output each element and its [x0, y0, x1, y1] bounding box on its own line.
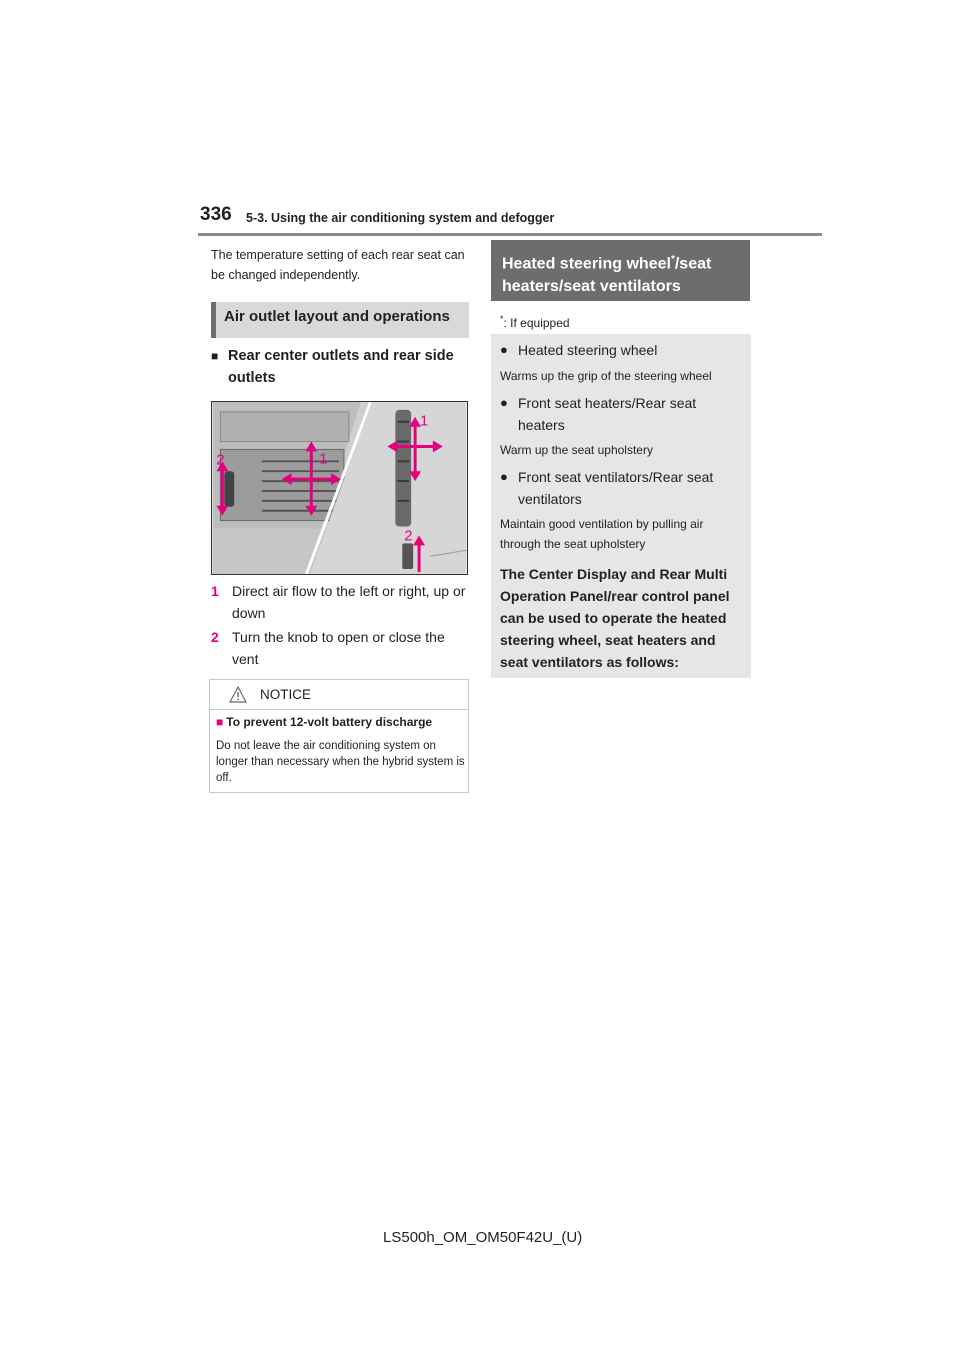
feature-item-seat-ventilators: [500, 466, 745, 510]
bullet-dot-icon: ●: [500, 395, 508, 410]
warning-triangle-icon: [229, 686, 247, 703]
figure-callout-1-right: 1: [420, 413, 429, 430]
footnote: [500, 314, 570, 330]
step-text: Direct air flow to the left or right, up or down: [232, 583, 466, 621]
feature-description: Warm up the seat upholstery: [500, 443, 653, 457]
subheading: [211, 345, 469, 389]
figure-callout-1-left: 1: [319, 451, 328, 468]
notice-title: [216, 715, 432, 729]
subheading-text: Rear center outlets and rear side outlets: [228, 348, 454, 386]
notice-box: [209, 679, 469, 793]
intro-paragraph: The temperature setting of each rear seat can be changed independently.: [211, 248, 465, 282]
heading-part-1: Heated steering wheel: [502, 255, 671, 273]
header-divider: [198, 233, 822, 236]
step-number: 2: [211, 629, 219, 645]
feature-title: Front seat ventilators/Rear seat ventilators: [518, 469, 714, 507]
feature-item-seat-heaters: [500, 392, 745, 436]
step-number: 1: [211, 583, 219, 599]
square-bullet-icon: ■: [211, 349, 219, 363]
feature-description: Maintain good ventilation by pulling air through the seat upholstery: [500, 517, 704, 551]
section-heading-label: Air outlet layout and operations: [224, 308, 450, 325]
feature-description: Warms up the grip of the steering wheel: [500, 369, 712, 383]
notice-header: [210, 680, 468, 710]
bullet-dot-icon: ●: [500, 469, 508, 484]
notice-body: Do not leave the air conditioning system on longer than necessary when the hybrid system is off.: [216, 740, 465, 784]
feature-item-heated-steering-wheel: [500, 339, 745, 361]
step-1: [211, 580, 469, 624]
step-2: [211, 626, 469, 670]
footnote-mark: *: [500, 314, 504, 324]
square-bullet-icon: ■: [216, 715, 224, 729]
outlet-illustration: [211, 401, 468, 575]
figure-callout-2-left: 2: [216, 452, 225, 469]
heading-asterisk: *: [670, 254, 675, 265]
footnote-text: : If equipped: [503, 316, 570, 330]
outlet-illustration-svg: [212, 402, 467, 574]
step-text: Turn the knob to open or close the vent: [232, 629, 445, 667]
operation-summary: The Center Display and Rear Multi Operation Panel/rear control panel can be used to operate the heated steering wheel, seat heaters and seat ventilators as follows:: [500, 566, 730, 670]
notice-title-text: To prevent 12-volt battery discharge: [226, 715, 433, 729]
section-heading: [211, 302, 469, 338]
notice-label: NOTICE: [260, 687, 312, 702]
heading-part-2: /seat heaters/seat ventilators: [502, 255, 712, 296]
document-code: LS500h_OM_OM50F42U_(U): [383, 1229, 583, 1246]
right-section-heading: [491, 240, 750, 301]
bullet-dot-icon: ●: [500, 342, 508, 357]
section-title: 5-3. Using the air conditioning system and defogger: [246, 211, 555, 225]
figure-callout-2-right: 2: [404, 528, 413, 545]
feature-title: Heated steering wheel: [518, 342, 658, 358]
feature-title: Front seat heaters/Rear seat heaters: [518, 395, 697, 433]
page-number: 336: [200, 204, 232, 225]
